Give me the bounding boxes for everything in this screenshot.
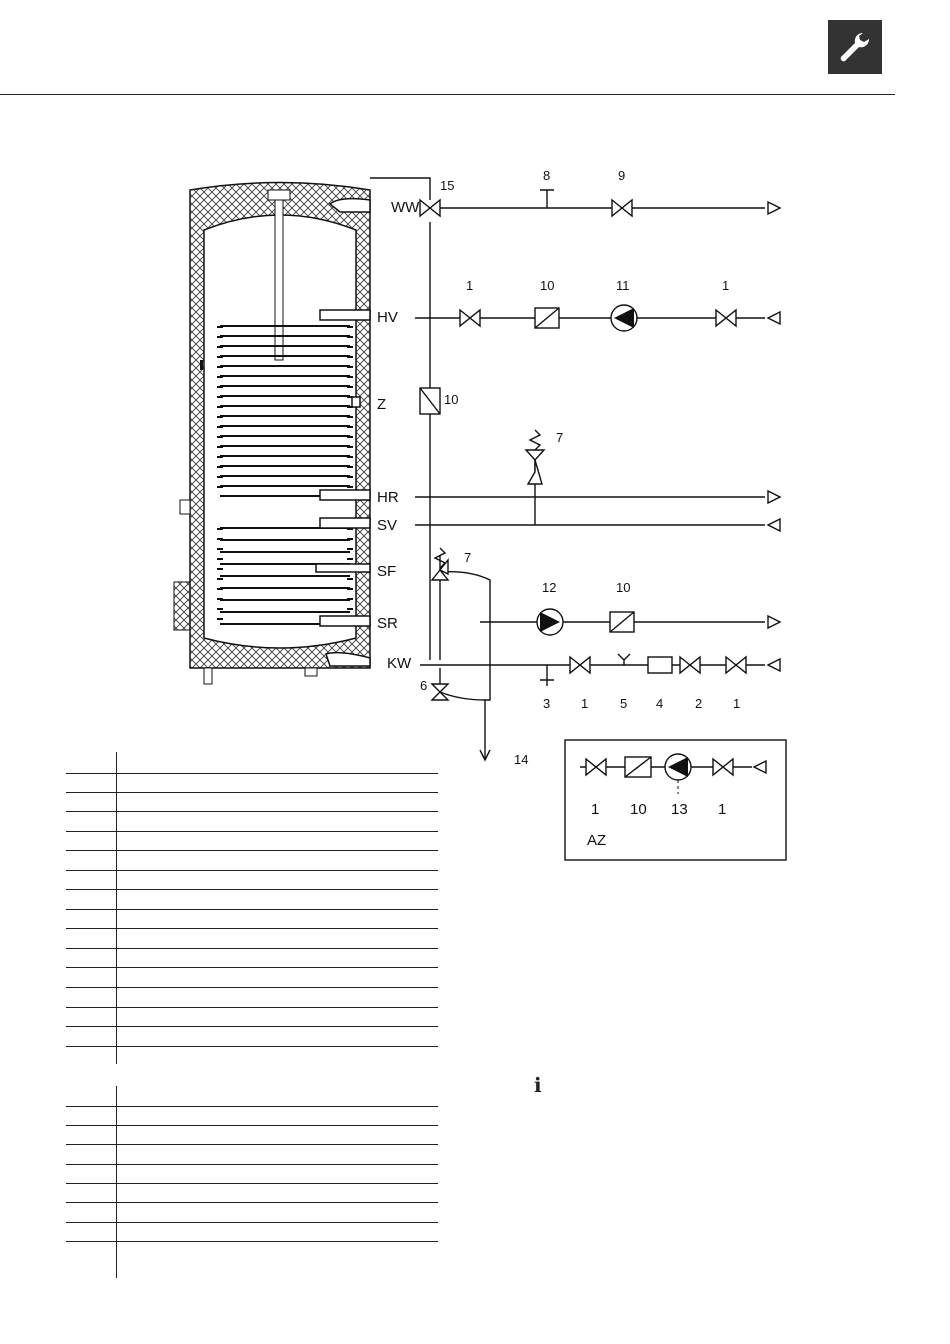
label-sr: SR — [377, 615, 398, 632]
num-10b: 10 — [444, 392, 459, 407]
num-1d: 1 — [733, 696, 741, 711]
table-row — [66, 1222, 438, 1223]
inset-num-1b: 1 — [718, 801, 727, 818]
num-4: 4 — [656, 696, 664, 711]
valve-1c — [570, 657, 590, 673]
num-10a: 10 — [540, 278, 555, 293]
num-15: 15 — [440, 178, 455, 193]
valves — [420, 200, 746, 700]
num-1c: 1 — [581, 696, 589, 711]
label-z: Z — [377, 396, 387, 413]
table-divider — [116, 752, 117, 1064]
piping — [370, 178, 765, 760]
valve-1a — [460, 310, 480, 326]
valve-15 — [420, 200, 440, 216]
table-row — [66, 1106, 438, 1107]
num-5: 5 — [620, 696, 628, 711]
inset-num-13: 13 — [671, 801, 688, 818]
table-row — [66, 967, 438, 968]
num-7b: 7 — [464, 550, 472, 565]
num-3: 3 — [543, 696, 551, 711]
line-terminals — [480, 202, 780, 760]
num-2: 2 — [695, 696, 703, 711]
valve-9 — [612, 200, 632, 216]
table-row — [66, 870, 438, 871]
info-icon: ℹ — [534, 1073, 542, 1097]
table-row — [66, 1183, 438, 1184]
storage-tank — [174, 183, 370, 685]
inset-num-10: 10 — [630, 801, 647, 818]
table-row — [66, 1241, 438, 1242]
component-numbers — [420, 168, 740, 767]
num-7a: 7 — [556, 430, 564, 445]
table-row — [66, 811, 438, 812]
table-row — [66, 948, 438, 949]
hydraulic-diagram — [140, 160, 800, 849]
table-row — [66, 1164, 438, 1165]
table-divider — [116, 1086, 117, 1278]
table-row — [66, 889, 438, 890]
legend-table-1 — [66, 752, 438, 1064]
inset-num-1a: 1 — [591, 801, 600, 818]
table-row — [66, 1125, 438, 1126]
valve-2 — [680, 657, 700, 673]
table-row — [66, 1202, 438, 1203]
num-8: 8 — [543, 168, 551, 183]
valve-1d — [726, 657, 746, 673]
label-ww: WW — [391, 199, 420, 216]
inset-label-az: AZ — [587, 832, 607, 849]
label-hr: HR — [377, 489, 399, 506]
inset-az — [565, 740, 786, 860]
table-row — [66, 773, 438, 774]
header-rule — [0, 94, 895, 95]
valve-1b — [716, 310, 736, 326]
table-row — [66, 831, 438, 832]
table-row — [66, 987, 438, 988]
table-row — [66, 928, 438, 929]
label-kw: KW — [387, 655, 412, 672]
connection-labels — [377, 199, 420, 672]
table-row — [66, 1007, 438, 1008]
num-14: 14 — [514, 752, 529, 767]
num-9: 9 — [618, 168, 626, 183]
label-sf: SF — [377, 563, 397, 580]
table-row — [66, 909, 438, 910]
num-1b: 1 — [722, 278, 730, 293]
num-6: 6 — [420, 678, 428, 693]
num-12: 12 — [542, 580, 557, 595]
table-row — [66, 1026, 438, 1027]
num-11: 11 — [616, 278, 630, 293]
table-row — [66, 850, 438, 851]
safety-valves — [432, 430, 544, 580]
valve-6 — [432, 684, 448, 700]
wrench-icon — [835, 27, 875, 67]
label-hv: HV — [377, 309, 398, 326]
legend-table-2 — [66, 1086, 438, 1278]
table-row — [66, 1144, 438, 1145]
num-10c: 10 — [616, 580, 631, 595]
table-row — [66, 792, 438, 793]
label-sv: SV — [377, 517, 398, 534]
num-1a: 1 — [466, 278, 474, 293]
table-row — [66, 1046, 438, 1047]
service-badge — [828, 20, 882, 74]
